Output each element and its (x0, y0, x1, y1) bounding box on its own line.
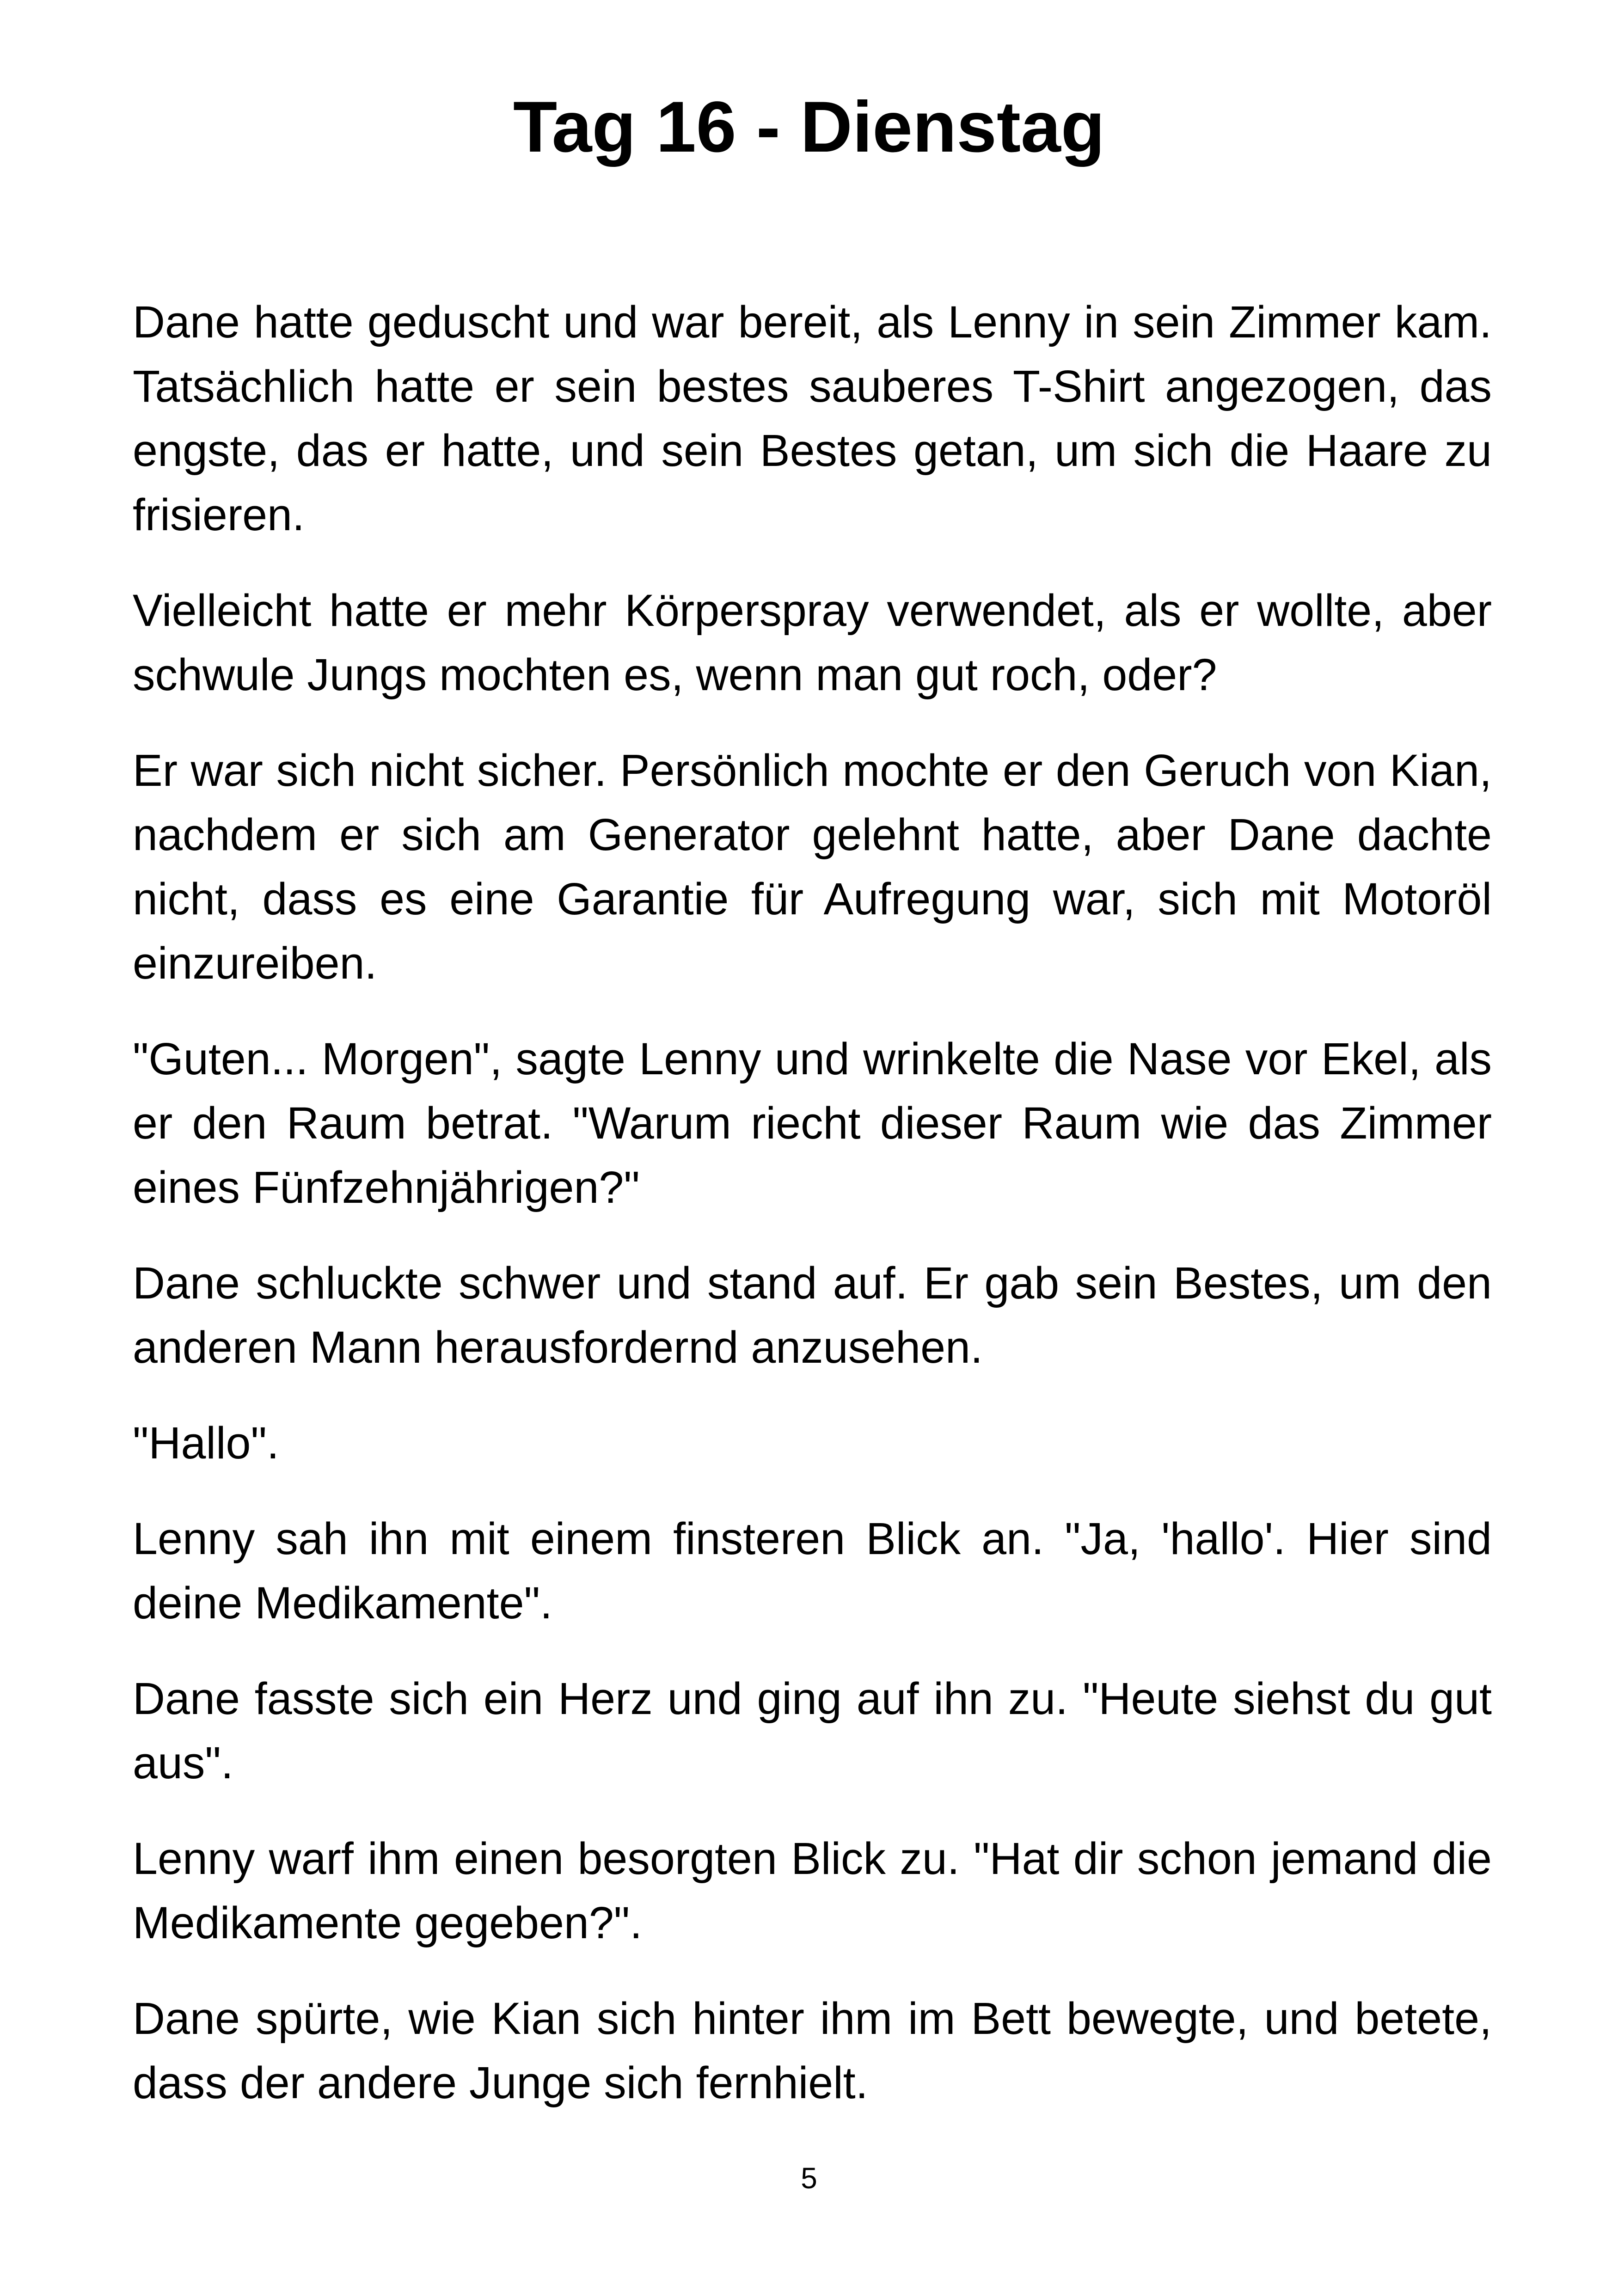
paragraph: Lenny sah ihn mit einem finsteren Blick an. "Ja, 'hallo'. Hier sind deine Medikamente". (133, 1513, 1492, 1628)
paragraph: Lenny warf ihm einen besorgten Blick zu. "Hat dir schon jemand die Medikamente gegeben?". (133, 1833, 1492, 1948)
paragraph: Dane spürte, wie Kian sich hinter ihm im Bett bewegte, und betete, dass der andere Junge sich fernhielt. (133, 1993, 1492, 2108)
paragraph: Vielleicht hatte er mehr Körperspray verwendet, als er wollte, aber schwule Jungs mochten es, wenn man gut roch, oder? (133, 585, 1492, 700)
chapter-title: Tag 16 - Dienstag (513, 87, 1105, 167)
paragraph: "Guten... Morgen", sagte Lenny und wrinkelte die Nase vor Ekel, als er den Raum betrat. "Warum riecht dieser Raum wie das Zimmer eines Fünfzehnjährigen?" (133, 1034, 1492, 1212)
paragraph: Er war sich nicht sicher. Persönlich mochte er den Geruch von Kian, nachdem er sich am Generator gelehnt hatte, aber Dane dachte nicht, dass es eine Garantie für Aufregung war, sich mit Motoröl einzureiben. (133, 745, 1492, 988)
paragraph: Dane fasste sich ein Herz und ging auf ihn zu. "Heute siehst du gut aus". (133, 1673, 1492, 1788)
paragraph: "Hallo". (133, 1418, 279, 1468)
paragraph: Dane schluckte schwer und stand auf. Er gab sein Bestes, um den anderen Mann herausfordernd anzusehen. (133, 1258, 1492, 1372)
page-number: 5 (801, 2161, 817, 2195)
paragraph: Dane hatte geduscht und war bereit, als Lenny in sein Zimmer kam. Tatsächlich hatte er sein bestes sauberes T-Shirt angezogen, das engste, das er hatte, und sein Bestes getan, um sich die Haare zu frisieren. (133, 297, 1492, 540)
body-text (133, 290, 1492, 2146)
